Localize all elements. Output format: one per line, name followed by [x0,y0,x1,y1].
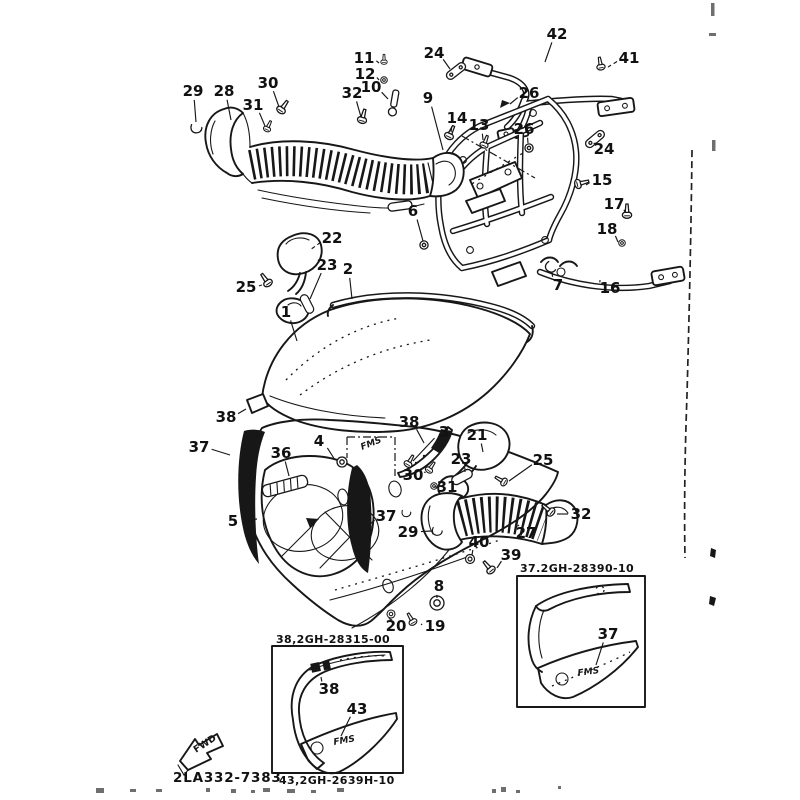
scan-artifacts [96,3,716,793]
washer-40 [466,555,475,564]
part-callout-42: 42 [546,25,568,43]
callout-leader-37 [212,449,230,455]
part-callout-29: 29 [182,82,204,100]
screw-25R [493,473,508,487]
callout-leader-2 [350,278,352,299]
callout-leader-10 [382,92,388,99]
inset-right-header: 37.2GH-28390-10 [520,562,635,575]
callout-leader-11 [376,61,379,63]
part-callout-11: 11 [353,49,375,67]
part-callout-27: 27 [515,524,537,542]
nut-26b [525,144,533,152]
part-callout-31: 31 [242,96,264,114]
callout-leader-38 [417,429,424,443]
part-callout-31: 31 [436,478,458,496]
callout-leader-32 [357,101,361,117]
clip-29 [189,121,203,134]
pin-10 [388,90,400,117]
part-callout-1: 1 [280,303,292,321]
windshield-trim [328,295,533,342]
callout-leader-23 [310,273,321,299]
part-callout-3: 3 [438,423,450,441]
part-callout-41: 41 [618,49,640,67]
screw-30 [275,98,291,115]
part-callout-32: 32 [341,84,363,102]
callout-leader-30 [424,472,426,473]
callout-leader-30 [273,91,279,107]
part-callout-2: 2 [342,260,354,278]
part-callout-20: 20 [385,617,407,635]
cowl-emblem: FMS [359,435,384,453]
part-callout-28: 28 [213,82,235,100]
part-callout-40: 40 [468,533,490,551]
fwd-label: FWD [191,732,219,756]
callout-leader-25 [259,285,262,286]
screw-19 [404,611,418,626]
part-callout-4: 4 [313,432,325,450]
part-callout-26: 26 [513,120,535,138]
part-callout-7: 7 [552,276,564,294]
part-callout-14: 14 [446,109,468,127]
lower-stay-bracket [492,258,685,288]
callout-leader-26 [510,98,518,104]
callout-leader-6 [417,220,423,241]
clip-cowl [401,507,412,518]
air-duct-left [205,108,463,213]
part-callout-23: 23 [316,256,338,274]
inset-box-left [272,633,403,787]
callout-leader-36 [285,462,289,476]
part-callout-21: 21 [466,426,488,444]
part-callout-36: 36 [270,444,292,462]
inset-left-header: 38,2GH-28315-00 [276,633,391,646]
part-callout-17: 17 [603,195,625,213]
part-callout-39: 39 [500,546,522,564]
part-callout-37: 37 [188,438,210,456]
callout-leader-41 [608,62,617,67]
part-callout-25: 25 [532,451,554,469]
part-callout-24: 24 [423,44,445,62]
part-callout-5: 5 [227,512,239,530]
part-callout-23: 23 [450,450,472,468]
part-callout-37: 37 [375,507,397,525]
inset-right-emblem: FMS [577,666,600,679]
inset-left-emblem: FMS [332,734,356,748]
screw-39 [480,559,496,576]
callout-leader-38 [238,409,246,414]
part-callout-25: 25 [235,278,257,296]
screw-11 [381,54,387,64]
part-callout-32: 32 [570,505,592,523]
callout-leader-25 [509,465,532,481]
part-callout-19: 19 [424,617,446,635]
spacer-24a [445,61,467,81]
part-callout-12: 12 [354,65,376,83]
part-callout-10: 10 [360,78,382,96]
part-callout-26: 26 [518,84,540,102]
part-callout-38: 38 [318,680,340,698]
part-callout-9: 9 [422,89,434,107]
part-callout-29: 29 [397,523,419,541]
callout-leader-31 [259,113,265,126]
inset-left-footer: 43,2GH-2639H-10 [279,774,395,787]
part-callout-16: 16 [599,279,621,297]
callout-leader-19 [421,624,422,625]
part-callout-13: 13 [468,116,490,134]
inset-box-right [517,562,645,707]
part-callout-8: 8 [433,577,445,595]
arrow-26 [500,100,510,108]
screw-41 [595,57,605,71]
callout-leader-9 [432,107,443,150]
part-callout-38: 38 [398,413,420,431]
nut-18 [619,240,626,247]
callout-leader-13 [482,134,483,140]
part-callout-43: 43 [346,700,368,718]
part-callout-15: 15 [591,171,613,189]
nut-6 [420,241,428,249]
part-callout-18: 18 [596,220,618,238]
screw-31 [263,119,275,132]
part-callout-37: 37 [597,625,619,643]
callout-leader-29 [194,100,196,122]
document-code: 2LA332-7383 [173,770,282,786]
part-callout-30: 30 [402,466,424,484]
part-callout-30: 30 [257,74,279,92]
bottom-noise [96,786,561,793]
part-callout-24: 24 [593,140,615,158]
fwd-arrow [178,733,223,775]
air-duct-right [421,493,577,550]
nut-12 [381,77,388,84]
grommet-4 [337,457,347,467]
part-callout-38: 38 [215,408,237,426]
callout-leader-42 [545,42,552,62]
part-callout-22: 22 [321,229,343,247]
callout-leader-29 [421,531,431,532]
part-callout-6: 6 [407,202,419,220]
callout-leader-37 [596,642,603,665]
